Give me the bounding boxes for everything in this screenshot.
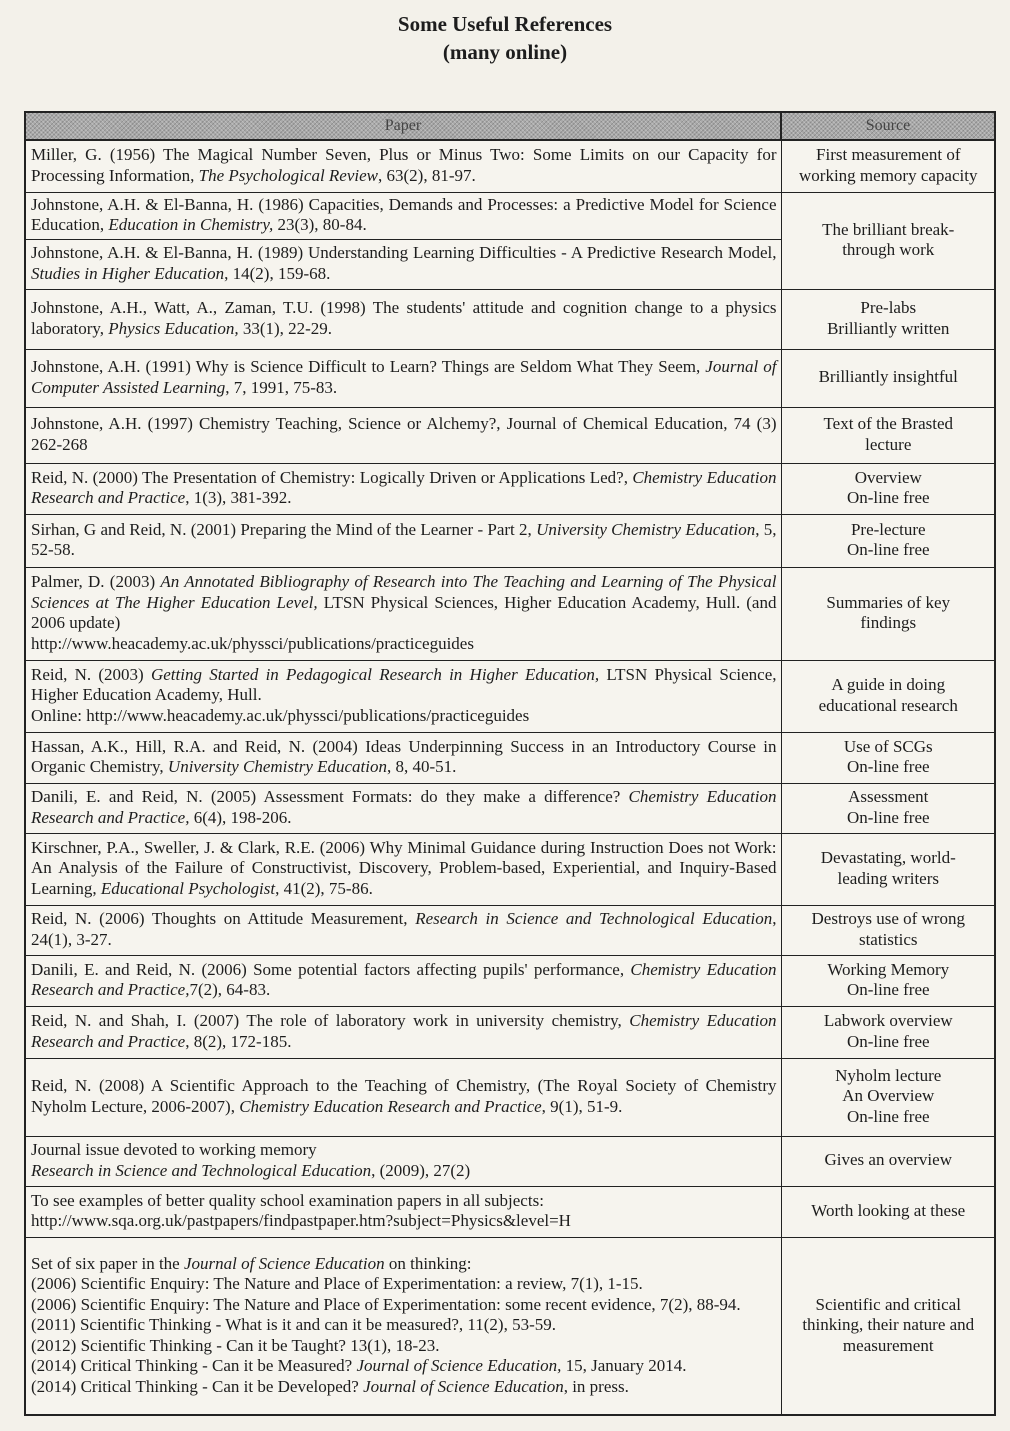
citation-text: (2006) Scientific Enquiry: The Nature and Place of Experimentation: a review, 7(1), 1-15. bbox=[31, 1274, 643, 1293]
table-row bbox=[25, 140, 995, 192]
paper-citation-line bbox=[31, 787, 777, 828]
paper-cell bbox=[25, 1136, 781, 1186]
citation-text: (2006) Scientific Enquiry: The Nature and Place of Experimentation: some recent evidence, 7(2), 88-94. bbox=[31, 1294, 741, 1314]
source-cell bbox=[781, 1006, 995, 1058]
citation-text: , 5, 52-58. bbox=[31, 519, 777, 559]
table-row bbox=[25, 660, 995, 732]
page-subtitle: (many online) bbox=[442, 40, 568, 64]
source-cell bbox=[781, 833, 995, 905]
paper-citation-line bbox=[31, 414, 777, 455]
paper-citation-line bbox=[31, 1356, 777, 1377]
citation-text: 33(1), 22-29. bbox=[238, 318, 333, 338]
citation-text: LTSN Physical Science, Higher Education Academy, Hull. bbox=[31, 664, 777, 705]
table-row bbox=[25, 1237, 995, 1415]
source-note-line: Use of SCGs bbox=[843, 736, 933, 756]
source-note-line: measurement bbox=[842, 1335, 934, 1355]
citation-text: , 7, 1991, 75-83. bbox=[225, 377, 338, 397]
source-note-line: On-line free bbox=[846, 757, 930, 776]
source-note-line: Assessment bbox=[848, 787, 929, 806]
citation-text: , 8(2), 172-185. bbox=[185, 1031, 292, 1051]
citation-text: Reid, N. (2000) The Presentation of Chemistry: Logically Driven or Applications Led?, bbox=[31, 467, 633, 487]
citation-text: (2012) Scientific Thinking - Can it be Taught? 13(1), 18-23. bbox=[31, 1335, 440, 1355]
source-note-line: On-line free bbox=[846, 980, 930, 999]
citation-italic-text: Research in Science and Technological Education bbox=[31, 1160, 372, 1180]
source-note-line: Working Memory bbox=[827, 959, 950, 979]
citation-italic-text: Chemistry Education Research and Practice, bbox=[31, 787, 777, 827]
source-cell bbox=[781, 514, 995, 567]
paper-cell bbox=[25, 660, 781, 732]
citation-text: , in press. bbox=[563, 1376, 629, 1396]
paper-citation-line bbox=[31, 1377, 777, 1398]
citation-text: Miller, G. (1956) The Magical Number Seven, Plus or Minus Two: Some Limits on our Capacity for Processing Information, bbox=[31, 145, 777, 185]
source-cell bbox=[781, 567, 995, 660]
source-note-line: On-line free bbox=[846, 1106, 930, 1126]
citation-text: http://www.heacademy.ac.uk/physsci/publications/practiceguides bbox=[31, 633, 474, 653]
citation-text: Danili, E. and Reid, N. (2005) Assessment Formats: do they make a difference? bbox=[31, 787, 629, 806]
paper-cell bbox=[25, 239, 781, 289]
citation-text: (2011) Scientific Thinking - What is it and can it be measured?, 11(2), 53-59. bbox=[31, 1315, 556, 1334]
paper-cell bbox=[25, 1006, 781, 1058]
paper-citation-line bbox=[31, 520, 777, 561]
citation-italic-text: Physics Education, bbox=[108, 318, 239, 338]
citation-text: (2014) Critical Thinking - Can it be Measured? bbox=[31, 1356, 357, 1375]
paper-cell bbox=[25, 407, 781, 463]
source-note-line: Pre-lecture bbox=[850, 519, 926, 539]
citation-text: Johnstone, A.H. (1991) Why is Science Difficult to Learn? Things are Seldom What They Seem, bbox=[31, 357, 706, 376]
citation-text: Reid, N. (2003) bbox=[31, 664, 151, 684]
table-row bbox=[25, 192, 995, 239]
source-note-line: Gives an overview bbox=[824, 1150, 952, 1170]
citation-text: Set of six paper in the bbox=[31, 1253, 184, 1273]
source-note-line: Brilliantly insightful bbox=[818, 367, 958, 387]
paper-cell bbox=[25, 140, 781, 192]
references-table bbox=[24, 111, 996, 1416]
table-row bbox=[25, 1058, 995, 1136]
source-cell bbox=[781, 955, 995, 1006]
citation-italic-text: Studies in Higher Education bbox=[31, 263, 225, 283]
citation-italic-text: Chemistry Education Research and Practice bbox=[31, 467, 777, 507]
citation-italic-text: The Psychological Review bbox=[198, 165, 378, 185]
table-header bbox=[25, 112, 995, 140]
paper-citation-line bbox=[31, 357, 777, 398]
table-row bbox=[25, 349, 995, 407]
source-note-line: A guide in doing bbox=[831, 675, 946, 694]
paper-citation-line bbox=[31, 1161, 777, 1182]
paper-cell bbox=[25, 463, 781, 514]
paper-cell bbox=[25, 1058, 781, 1136]
paper-cell bbox=[25, 833, 781, 905]
citation-text: Johnstone, A.H. & El-Banna, H. (1986) Capacities, Demands and Processes: a Predictive Model for Science Education, bbox=[31, 194, 777, 234]
citation-italic-text: An Annotated Bibliography of Research into The Teaching and Learning of The Physical Sciences at The Higher Education Level, bbox=[31, 572, 777, 612]
citation-text: Johnstone, A.H., Watt, A., Zaman, T.U. (1998) The students' attitude and cognition change to a physics laboratory, bbox=[31, 298, 777, 338]
page-title-main: Some Useful References bbox=[397, 12, 613, 36]
paper-cell bbox=[25, 732, 781, 783]
source-cell bbox=[781, 349, 995, 407]
source-note-line: On-line free bbox=[846, 807, 930, 827]
citation-italic-text: Chemistry Education Research and Practice bbox=[239, 1096, 542, 1116]
citation-italic-text: Chemistry Education Research and Practice bbox=[31, 1011, 777, 1051]
citation-text: , (2009), 27(2) bbox=[371, 1160, 471, 1180]
source-cell bbox=[781, 1058, 995, 1136]
paper-column-header: Paper bbox=[25, 112, 781, 140]
table-row bbox=[25, 567, 995, 660]
paper-citation-line bbox=[31, 960, 777, 1001]
paper-cell bbox=[25, 905, 781, 955]
table-row bbox=[25, 463, 995, 514]
source-note-line: Scientific and critical bbox=[815, 1294, 961, 1314]
paper-cell bbox=[25, 783, 781, 833]
citation-text: Hassan, A.K., Hill, R.A. and Reid, N. (2004) Ideas Underpinning Success in an Introductory Course in Organic Chemistry, bbox=[31, 736, 777, 776]
page-title bbox=[0, 10, 1010, 66]
source-note-line: On-line free bbox=[846, 488, 930, 507]
source-note-line: An Overview bbox=[842, 1086, 935, 1106]
source-cell bbox=[781, 140, 995, 192]
source-note-line: Destroys use of wrong bbox=[811, 909, 965, 928]
citation-text: Kirschner, P.A., Sweller, J. & Clark, R.E. (2006) Why Minimal Guidance during Instruction Does not Work: An Analysis of the Failure of Constructivist, Discovery, Problem-based, Experiential, and Inquiry-Based Learning, bbox=[31, 837, 777, 898]
paper-citation-line bbox=[31, 706, 777, 727]
paper-citation-line bbox=[31, 1315, 777, 1336]
citation-text: (2014) Critical Thinking - Can it be Developed? bbox=[31, 1376, 364, 1396]
citation-text: , 41(2), 75-86. bbox=[275, 878, 373, 898]
paper-citation-line bbox=[31, 1254, 777, 1275]
citation-text: Journal issue devoted to working memory bbox=[31, 1140, 317, 1159]
source-note-line: Nyholm lecture bbox=[835, 1065, 942, 1085]
citation-text: on thinking: bbox=[384, 1253, 472, 1273]
paper-cell bbox=[25, 955, 781, 1006]
citation-text: Danili, E. and Reid, N. (2006) Some potential factors affecting pupils' performance, bbox=[31, 959, 631, 979]
citation-italic-text: Journal of Science Education bbox=[363, 1376, 564, 1396]
paper-cell bbox=[25, 192, 781, 239]
source-note-line: First measurement of bbox=[816, 145, 961, 165]
paper-citation-line bbox=[31, 1274, 777, 1295]
paper-citation-line bbox=[31, 737, 777, 778]
citation-text: 15, January 2014. bbox=[561, 1356, 687, 1375]
paper-citation-line bbox=[31, 634, 777, 655]
citation-text: Johnstone, A.H. (1997) Chemistry Teaching, Science or Alchemy?, Journal of Chemical Education, 74 (3) 262-268 bbox=[31, 414, 777, 454]
citation-text: , 14(2), 159-68. bbox=[224, 263, 331, 283]
source-note-line: Worth looking at these bbox=[811, 1200, 966, 1220]
citation-text: 6(4), 198-206. bbox=[189, 807, 292, 827]
citation-text: Palmer, D. (2003) bbox=[31, 572, 161, 591]
citation-text: 7(2), 64-83. bbox=[189, 980, 271, 999]
source-cell bbox=[781, 783, 995, 833]
citation-italic-text: Educational Psychologist bbox=[100, 878, 276, 898]
source-note-line: The brilliant break- bbox=[822, 219, 955, 239]
citation-text: , 9(1), 51-9. bbox=[541, 1096, 623, 1116]
citation-text: Reid, N. (2008) A Scientific Approach to the Teaching of Chemistry, (The Royal Society of Chemistry Nyholm Lecture, 2006-2007), bbox=[31, 1076, 777, 1116]
table-row bbox=[25, 407, 995, 463]
source-note-line: leading writers bbox=[837, 868, 939, 888]
source-cell bbox=[781, 1186, 995, 1237]
source-note-line: Devastating, world- bbox=[820, 848, 956, 867]
source-cell bbox=[781, 1237, 995, 1415]
source-note-line: through work bbox=[842, 240, 935, 259]
paper-citation-line bbox=[31, 838, 777, 900]
citation-italic-text: University Chemistry Education bbox=[536, 519, 756, 539]
paper-citation-line bbox=[31, 1140, 777, 1161]
table-row bbox=[25, 783, 995, 833]
paper-citation-line bbox=[31, 145, 777, 186]
source-note-line: Brilliantly written bbox=[827, 318, 950, 338]
citation-italic-text: Getting Started in Pedagogical Research in Higher Education, bbox=[150, 664, 600, 684]
source-note-line: findings bbox=[860, 613, 917, 632]
citation-italic-text: Journal of Science Education, bbox=[356, 1356, 562, 1375]
table-row bbox=[25, 833, 995, 905]
citation-italic-text: Journal of Computer Assisted Learning bbox=[31, 357, 777, 397]
citation-text: , 1(3), 381-392. bbox=[185, 488, 292, 507]
source-cell bbox=[781, 1136, 995, 1186]
table-body bbox=[25, 140, 995, 1415]
citation-text: Reid, N. (2006) Thoughts on Attitude Measurement, bbox=[31, 909, 416, 928]
source-note-line: educational research bbox=[818, 695, 958, 715]
table-row bbox=[25, 1186, 995, 1237]
source-note-line: thinking, their nature and bbox=[802, 1315, 975, 1334]
source-cell bbox=[781, 289, 995, 349]
source-note-line: Overview bbox=[854, 467, 922, 487]
table-row bbox=[25, 514, 995, 567]
paper-cell bbox=[25, 567, 781, 660]
source-note-line: working memory capacity bbox=[799, 165, 978, 185]
citation-text: LTSN Physical Sciences, Higher Education Academy, Hull. (and 2006 update) bbox=[31, 592, 777, 632]
citation-text: , 63(2), 81-97. bbox=[378, 165, 476, 185]
source-cell bbox=[781, 192, 995, 289]
paper-citation-line bbox=[31, 1076, 777, 1117]
source-cell bbox=[781, 407, 995, 463]
paper-citation-line bbox=[31, 243, 777, 284]
citation-italic-text: Research in Science and Technological Education bbox=[415, 909, 773, 928]
paper-citation-line bbox=[31, 665, 777, 706]
paper-cell bbox=[25, 289, 781, 349]
paper-citation-line bbox=[31, 298, 777, 339]
paper-citation-line bbox=[31, 572, 777, 634]
paper-citation-line bbox=[31, 1336, 777, 1357]
citation-text: To see examples of better quality school examination papers in all subjects: bbox=[31, 1190, 544, 1210]
source-note-line: On-line free bbox=[846, 1031, 930, 1051]
source-cell bbox=[781, 905, 995, 955]
table-row bbox=[25, 955, 995, 1006]
citation-text: , 8, 40-51. bbox=[387, 757, 457, 776]
table-row bbox=[25, 1006, 995, 1058]
table-row bbox=[25, 905, 995, 955]
source-cell bbox=[781, 732, 995, 783]
paper-cell bbox=[25, 1186, 781, 1237]
source-note-line: statistics bbox=[858, 929, 918, 949]
citation-text: , 24(1), 3-27. bbox=[31, 909, 777, 949]
citation-italic-text: Chemistry Education Research and Practice, bbox=[31, 959, 777, 999]
citation-text: Johnstone, A.H. & El-Banna, H. (1989) Understanding Learning Difficulties - A Predictive Research Model, bbox=[31, 243, 777, 262]
paper-citation-line bbox=[31, 909, 777, 950]
source-note-line: Labwork overview bbox=[823, 1011, 953, 1030]
header-row bbox=[25, 112, 995, 140]
paper-cell bbox=[25, 1237, 781, 1415]
source-cell bbox=[781, 660, 995, 732]
citation-text: Online: http://www.heacademy.ac.uk/physsci/publications/practiceguides bbox=[31, 705, 530, 725]
citation-text: 23(3), 80-84. bbox=[273, 215, 367, 234]
paper-citation-line bbox=[31, 1211, 777, 1232]
source-cell bbox=[781, 463, 995, 514]
paper-citation-line bbox=[31, 468, 777, 509]
citation-text: http://www.sqa.org.uk/pastpapers/findpastpaper.htm?subject=Physics&level=H bbox=[31, 1211, 571, 1230]
paper-citation-line bbox=[31, 1011, 777, 1052]
source-note-line: Pre-labs bbox=[860, 298, 917, 317]
citation-text: Reid, N. and Shah, I. (2007) The role of laboratory work in university chemistry, bbox=[31, 1011, 630, 1030]
paper-citation-line bbox=[31, 1295, 777, 1316]
source-note-line: lecture bbox=[865, 434, 912, 454]
citation-text: Sirhan, G and Reid, N. (2001) Preparing the Mind of the Learner - Part 2, bbox=[31, 519, 537, 539]
citation-italic-text: University Chemistry Education bbox=[167, 757, 387, 776]
paper-citation-line bbox=[31, 1191, 777, 1212]
source-column-header: Source bbox=[781, 112, 995, 140]
source-note-line: Summaries of key bbox=[826, 592, 951, 612]
citation-italic-text: Journal of Science Education bbox=[183, 1253, 385, 1273]
citation-italic-text: Education in Chemistry, bbox=[108, 215, 274, 234]
paper-cell bbox=[25, 349, 781, 407]
table-row bbox=[25, 1136, 995, 1186]
paper-cell bbox=[25, 514, 781, 567]
source-note-line: Text of the Brasted bbox=[823, 414, 954, 433]
source-note-line: On-line free bbox=[846, 540, 930, 559]
table-row bbox=[25, 289, 995, 349]
table-row bbox=[25, 732, 995, 783]
paper-citation-line bbox=[31, 195, 777, 236]
